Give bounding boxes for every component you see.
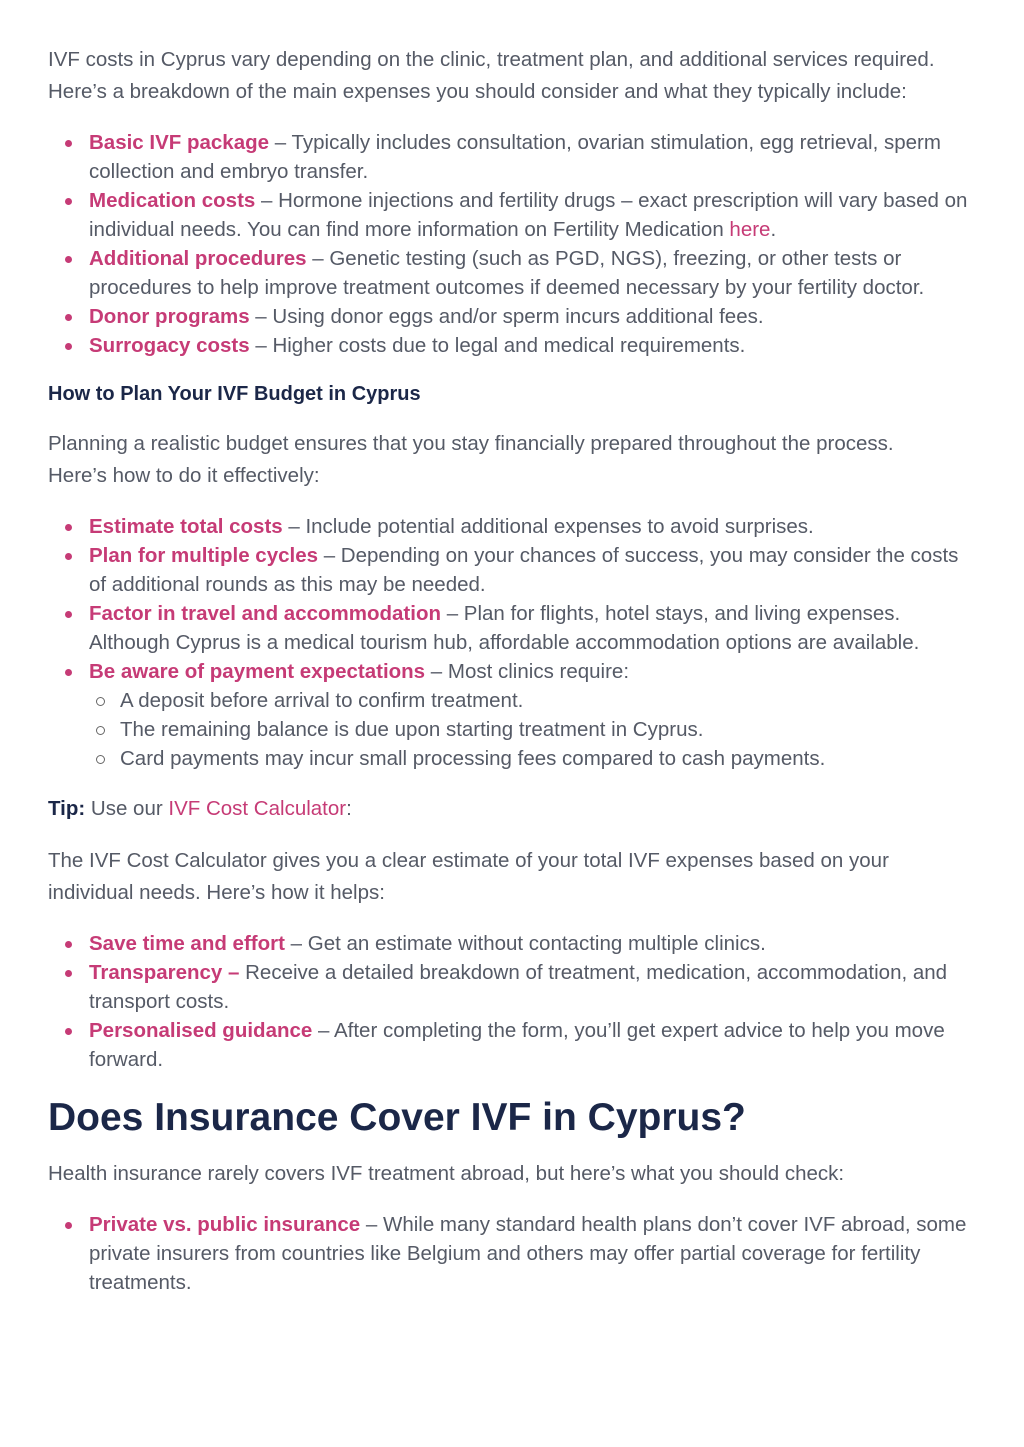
tip-text: Use our — [85, 797, 169, 820]
budget-heading: How to Plan Your IVF Budget in Cyprus — [48, 383, 421, 405]
tip-label: Tip: — [48, 797, 86, 820]
list-item — [89, 302, 976, 331]
bullet-term: Plan for multiple cycles — [89, 544, 318, 567]
bullet-desc: – After completing the form, you’ll get expert advice to help you move forward. — [89, 1019, 945, 1071]
bullet-term: Save time and effort — [89, 932, 285, 955]
list-item — [89, 1016, 976, 1074]
bullet-term: Basic IVF package — [89, 131, 270, 154]
bullet-term: Surrogacy costs — [89, 334, 250, 357]
bullet-desc: – Plan for flights, hotel stays, and living expenses. Although Cyprus is a medical tourism hub, affordable accommodation options are available. — [89, 602, 920, 654]
tip-paragraph — [48, 793, 948, 825]
list-item — [89, 244, 976, 302]
list-item — [89, 331, 976, 360]
payment-sublist — [89, 686, 976, 773]
bullet-desc: – Using donor eggs and/or sperm incurs additional fees. — [249, 305, 764, 328]
bullet-desc: Receive a detailed breakdown of treatment, medication, accommodation, and transport costs. — [89, 961, 948, 1013]
bullet-term: Private vs. public insurance — [89, 1213, 361, 1236]
budget-list — [48, 512, 976, 773]
bullet-term: Estimate total costs — [89, 515, 283, 538]
calculator-intro: The IVF Cost Calculator gives you a clear estimate of your total IVF expenses based on your individual needs. Here’s how it helps: — [48, 849, 889, 904]
sub-list-item: The remaining balance is due upon starting treatment in Cyprus. — [120, 715, 976, 744]
insurance-heading: Does Insurance Cover IVF in Cyprus? — [48, 1096, 746, 1139]
insurance-intro: Health insurance rarely covers IVF treatment abroad, but here’s what you should check: — [48, 1162, 845, 1185]
list-item — [89, 186, 976, 244]
bullet-term: Factor in travel and accommodation — [89, 602, 441, 625]
list-item — [89, 599, 976, 657]
bullet-desc: – Typically includes consultation, ovarian stimulation, egg retrieval, sperm collection and embryo transfer. — [89, 131, 941, 183]
bullet-desc: – Most clinics require: — [425, 660, 630, 683]
list-item — [89, 958, 976, 1016]
bullet-desc: – Higher costs due to legal and medical requirements. — [249, 334, 746, 357]
ivf-cost-calculator-link[interactable]: IVF Cost Calculator — [168, 797, 347, 820]
list-item — [89, 128, 976, 186]
bullet-desc-end: . — [770, 218, 777, 241]
budget-intro: Planning a realistic budget ensures that you stay financially prepared throughout the process. Here’s how to do it effectively: — [48, 432, 894, 487]
list-item — [89, 1210, 976, 1297]
list-item — [89, 929, 976, 958]
insurance-list — [48, 1210, 976, 1297]
bullet-desc: – Hormone injections and fertility drugs – exact prescription will vary based on individual needs. You can find more information on Fertility Medication — [89, 189, 968, 241]
list-item — [89, 657, 976, 773]
fertility-medication-link[interactable]: here — [729, 218, 771, 241]
expenses-list — [48, 128, 976, 360]
bullet-desc: – Get an estimate without contacting multiple clinics. — [284, 932, 766, 955]
intro-paragraph: IVF costs in Cyprus vary depending on the clinic, treatment plan, and additional services required. Here’s a breakdown of the main expenses you should consider and what they typically include: — [48, 48, 935, 103]
bullet-term: Personalised guidance — [89, 1019, 313, 1042]
bullet-term: Medication costs — [89, 189, 256, 212]
bullet-desc: – Depending on your chances of success, you may consider the costs of additional rounds as this may be needed. — [89, 544, 959, 596]
list-item — [89, 541, 976, 599]
bullet-desc: – Include potential additional expenses to avoid surprises. — [282, 515, 814, 538]
bullet-term: Be aware of payment expectations — [89, 660, 426, 683]
sub-list-item: Card payments may incur small processing fees compared to cash payments. — [120, 744, 976, 773]
bullet-desc: – While many standard health plans don’t cover IVF abroad, some private insurers from countries like Belgium and others may offer partial coverage for fertility treatments. — [89, 1213, 967, 1294]
list-item — [89, 512, 976, 541]
bullet-desc: – Genetic testing (such as PGD, NGS), freezing, or other tests or procedures to help improve treatment outcomes if deemed necessary by your fertility doctor. — [89, 247, 925, 299]
calculator-list — [48, 929, 976, 1074]
bullet-term: Transparency – — [89, 961, 240, 984]
bullet-term: Donor programs — [89, 305, 250, 328]
tip-text-end: : — [346, 797, 352, 820]
sub-list-item: A deposit before arrival to confirm treatment. — [120, 686, 976, 715]
bullet-term: Additional procedures — [89, 247, 307, 270]
